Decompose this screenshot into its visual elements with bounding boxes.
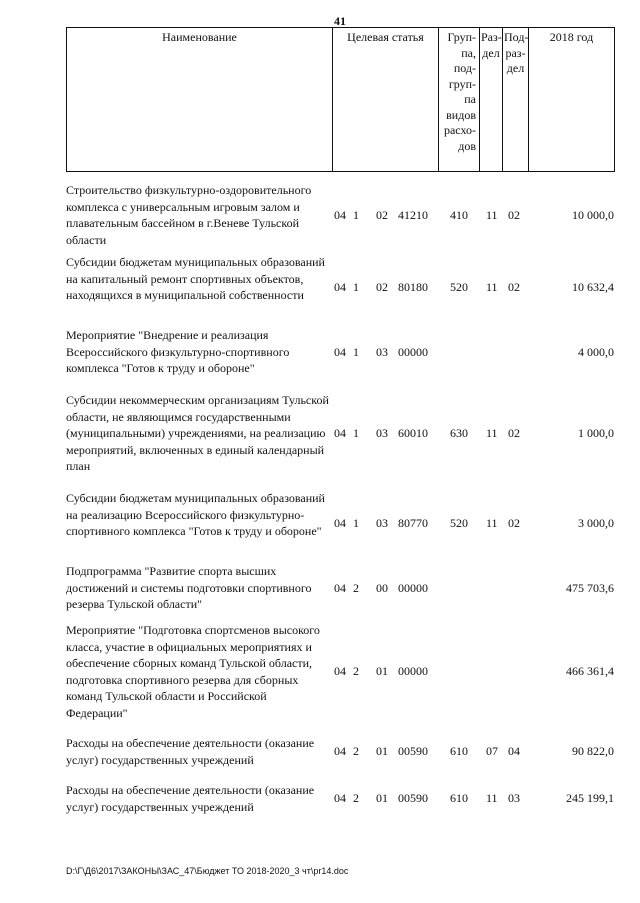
row-podr: 02 [508, 426, 520, 440]
row-dir: 80180 [398, 280, 428, 294]
header-group: Груп-па, под-груп-па видов расхо-дов [439, 28, 480, 172]
header-target-article: Целевая статья [333, 28, 439, 172]
row-prog: 04 [334, 280, 346, 294]
row-name: Субсидии бюджетам муниципальных образований на капитальный ремонт спортивных объектов, находящихся в муниципальной собственности [66, 255, 325, 302]
row-podr: 04 [508, 744, 520, 758]
row-mer: 01 [376, 744, 388, 758]
row-prog: 04 [334, 791, 346, 805]
row-raz: 11 [486, 208, 498, 222]
row-sub: 1 [353, 345, 359, 359]
row-dir: 00000 [398, 345, 428, 359]
row-name: Подпрограмма "Развитие спорта высших достижений и системы подготовки спортивного резерва Тульской области" [66, 564, 312, 611]
row-prog: 04 [334, 345, 346, 359]
row-dir: 60010 [398, 426, 428, 440]
row-raz: 11 [486, 426, 498, 440]
row-mer: 01 [376, 791, 388, 805]
row-dir: 41210 [398, 208, 428, 222]
row-podr: 03 [508, 791, 520, 805]
row-name: Строительство физкультурно-оздоровительного комплекса с универсальным игровым залом и плавательным бассейном в г.Веневе Тульской области [66, 183, 312, 247]
row-grp: 630 [450, 426, 468, 440]
row-sub: 1 [353, 516, 359, 530]
row-mer: 03 [376, 426, 388, 440]
row-raz: 11 [486, 516, 498, 530]
row-raz: 11 [486, 280, 498, 294]
row-prog: 04 [334, 516, 346, 530]
row-sub: 1 [353, 426, 359, 440]
row-name: Расходы на обеспечение деятельности (оказание услуг) государственных учреждений [66, 783, 315, 814]
row-name: Субсидии бюджетам муниципальных образований на реализацию Всероссийского физкультурно-спортивного комплекса "Готов к труду и обороне" [66, 491, 325, 538]
page-number: 41 [334, 14, 346, 28]
row-podr: 02 [508, 280, 520, 294]
row-podr: 02 [508, 516, 520, 530]
row-name: Мероприятие "Внедрение и реализация Всероссийского физкультурно-спортивного комплекса "Готов к труду и обороне" [66, 328, 290, 375]
row-amount: 3 000,0 [578, 516, 614, 530]
row-raz: 07 [486, 744, 498, 758]
header-subsection: Под-раз-дел [503, 28, 529, 172]
row-sub: 2 [353, 744, 359, 758]
row-name: Мероприятие "Подготовка спортсменов высокого класса, участие в официальных мероприятиях и обеспечение сборных команд Тульской области, подготовка спортивного резерва для сборных команд Тульской области и Российской Федерации" [66, 623, 320, 720]
row-dir: 80770 [398, 516, 428, 530]
row-prog: 04 [334, 426, 346, 440]
row-name: Расходы на обеспечение деятельности (оказание услуг) государственных учреждений [66, 736, 315, 767]
row-grp: 610 [450, 744, 468, 758]
row-amount: 245 199,1 [566, 791, 614, 805]
row-amount: 90 822,0 [572, 744, 614, 758]
row-amount: 466 361,4 [566, 664, 614, 678]
row-dir: 00590 [398, 791, 428, 805]
row-amount: 10 632,4 [572, 280, 614, 294]
row-raz: 11 [486, 791, 498, 805]
table-header [66, 27, 615, 172]
header-name: Наименование [67, 28, 333, 172]
row-prog: 04 [334, 744, 346, 758]
row-prog: 04 [334, 208, 346, 222]
row-grp: 610 [450, 791, 468, 805]
row-amount: 1 000,0 [578, 426, 614, 440]
row-grp: 410 [450, 208, 468, 222]
row-mer: 03 [376, 516, 388, 530]
row-sub: 2 [353, 791, 359, 805]
row-sub: 2 [353, 664, 359, 678]
row-sub: 1 [353, 208, 359, 222]
row-prog: 04 [334, 664, 346, 678]
row-sub: 1 [353, 280, 359, 294]
row-dir: 00000 [398, 664, 428, 678]
row-amount: 475 703,6 [566, 581, 614, 595]
header-section: Раз-дел [480, 28, 503, 172]
row-mer: 02 [376, 208, 388, 222]
row-grp: 520 [450, 280, 468, 294]
row-mer: 02 [376, 280, 388, 294]
row-amount: 10 000,0 [572, 208, 614, 222]
row-mer: 03 [376, 345, 388, 359]
row-podr: 02 [508, 208, 520, 222]
header-year: 2018 год [529, 28, 615, 172]
row-sub: 2 [353, 581, 359, 595]
row-grp: 520 [450, 516, 468, 530]
row-name: Субсидии некоммерческим организациям Тульской области, не являющимся государственными (муниципальными) учреждениями, на реализацию мероприятий, включенных в единый календарный план [66, 393, 329, 473]
row-prog: 04 [334, 581, 346, 595]
file-path-footer: D:\Г\Д6\2017\ЗАКОНЫ\ЗАС_47\Бюджет ТО 2018-2020_3 чт\pr14.doc [66, 866, 349, 876]
row-amount: 4 000,0 [578, 345, 614, 359]
row-mer: 01 [376, 664, 388, 678]
row-dir: 00590 [398, 744, 428, 758]
row-dir: 00000 [398, 581, 428, 595]
row-mer: 00 [376, 581, 388, 595]
